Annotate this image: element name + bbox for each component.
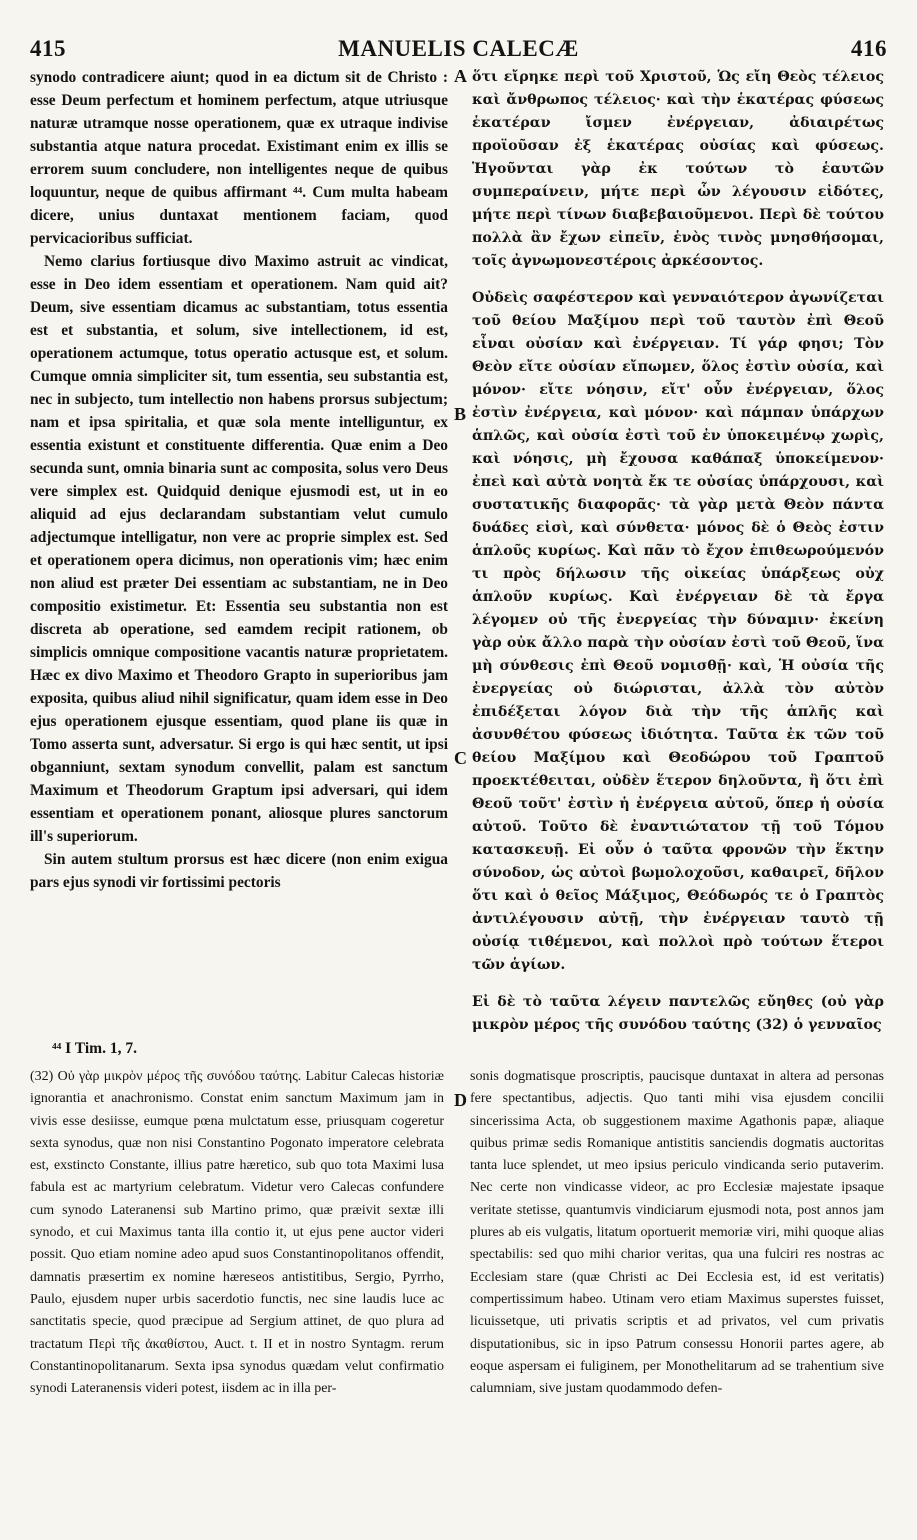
footnote: ⁴⁴ I Tim. 1, 7. (52, 1040, 137, 1057)
latin-paragraph: Nemo clarius fortiusque divo Maximo astruit ac vindicat, esse in Deo idem essentiam et operationem. Nam quid ait? Deum, sive essentiam dicamus ac substantiam, totus essentia est et substantia, et solum, sive intellectionem, id est, operationem actumque, totus operatio actusque est, et solum. Cumque omnia simpliciter sit, tum essentia, seu substantia est, nec in subjecto, tum intellectio non habens prorsus subjectum; nam et ipsa spiritalia, et quæ sola mente intelliguntur, ex essentia existunt et constituente differentia. Quæ enim a Deo secunda sunt, omnia binaria sunt ac composita, solus vero Deus vere simplex est. Quidquid denique ejusmodi est, ut in eo aliquid ad ejus declarandam substantiam velut cumulo adjectumque intelligatur, non vere ac proprie simplex est. Sed et operationem opera dicimus, non operationis vim; hæc enim non aliud est præter Dei essentiam ac substantiam, ne in Deo compositio existimetur. Et: Essentia seu substantia non est discreta ab operatione, sed eamdem recipit rationem, ob simplicis omnique compositione vacantis naturæ proprietatem. Hæc ex divo Maximo et Theodoro Grapto in superioribus jam exposita, quibus aliud nihil significatur, quam idem esse in Deo ejus operationem ejusque essentiam, quod plane iis quæ in Tomo asserta sunt, adversatur. Si ergo is qui hæc sentit, ut ipsi obganniunt, sextam synodum convellit, palam est sanctum Maximum et Theodorum Graptum ipsi adversari, qui idem essentiam et operationem ponant, aliosque plures sanctorum ill's superiorum. (30, 253, 448, 845)
greek-paragraph: Εἰ δὲ τὸ ταῦτα λέγειν παντελῶς εὔηθες (οὐ γὰρ μικρὸν μέρος τῆς συνόδου ταύτης (32) ὁ γενναῖος (472, 994, 884, 1033)
margin-letter-a: A (454, 66, 467, 86)
greek-paragraph: ὅτι εἴρηκε περὶ τοῦ Χριστοῦ, Ὡς εἴη Θεὸς τέλειος καὶ ἄνθρωπος τέλειος· καὶ τὴν ἑκατέρας φύσεως ἑκατέραν ἴσμεν ἐνέργειαν, ἀδιαιρέτως προϊοῦσαν ἐξ ἑκατέρας οὐσίας καὶ φύσεως. Ἡγοῦνται γὰρ ἐκ τούτων τὸ ἑαυτῶν συμπεραίνειν, μήτε περὶ ὧν λέγουσιν εἰδότες, μήτε περὶ τίνων διαβεβαιοῦμενοι. Περὶ δὲ τούτου πολλὰ ἂν ἔχων εἰπεῖν, ἑνὸς τινὸς μνησθήσομαι, τοῖς ἀγνωμονεστέροις ἀρκέσοντος. (472, 69, 884, 269)
editor-note-text: sonis dogmatisque proscriptis, paucisque duntaxat in altera ad personas fere spectantibus, adjectis. Quo tanti mihi visa ejusdem concilii sincerissima Acta, ob suggestionem maxime Agathonis papæ, aliaque quibus primæ sedis Romanique antistitis sanciendis dogmatis auctoritas tanta luce splendet, ut meo ipsius periculo vindicanda serio putaverim. Nec certe non vindicasse videor, ac pro Ecclesiæ majestate ipsaque veritate stetisse, quantumvis vindiciarum ejusmodi nota, post annos jam plures ab eis vulgatis, litatum oportuerit memoriæ viri, mihi quoque alias spectabilis: sed quo mihi charior veritas, qua una fulciri res nostras ac Ecclesiam stare (quæ Christi ac Dei Ecclesia est, id est veritatis) compertissimum habeo. Utinam vero etiam Maximus superstes fuisset, licuissetque, uti privatis scriptis et ad privatos, vel cum privatis disputationibus, sic in ipso Patrum consessu Honorii partes agere, ab eoque aspersam ei fuliginem, per Monothelitarum ad se trahentium sive calumniam, sive justam quodammodo defen- (470, 1069, 884, 1397)
margin-letter-b: B (454, 404, 467, 424)
editor-note-text: (32) Οὐ γὰρ μικρὸν μέρος τῆς συνόδου ταύτης. Labitur Calecas historiæ ignorantia et anachronismo. Constat enim sanctum Maximum jam in vivis esse desiisse, eumque pœna mulctatum esse, priusquam cogeretur sexta synodus, quæ non nisi Constantino Pogonato imperatore celebrata est, exstincto Constante, illius patre hæretico, sub quo tota Maximi lusa fabula est ac martyrium celebratum. Videtur vero Calecas confundere cum synodo Lateranensi sub Martino primo, quæ præivit sextæ illi synodo, et cui Maximus tanta illa contio it, ut ejus pene auctor videri possit. Quo etiam nomine adeo apud suos Constantinopolitanos offendit, damnatis præsertim ex nomine hæreseos antistitibus, Sergio, Pyrrho, Paulo, ejusdem nuper urbis sacerdotio functis, nec sine laudis luce ac sanctitatis specie, quod præcipue ad Sergium attinet, de quo plura ad tractatum Περὶ τῆς ἀκαθίστου, Auct. t. II et in nostro Syntagm. rerum Constantinopolitanarum. Sexta ipsa synodus quædam velut confirmatio synodi Lateranensis videri potest, iisdem ac in illa per- (30, 1069, 444, 1397)
margin-letter-d: D (454, 1090, 467, 1110)
running-header (30, 36, 887, 66)
latin-paragraph: synodo contradicere aiunt; quod in ea dictum sit de Christo : esse Deum perfectum et hominem perfectum, atque utriusque naturæ utramque nosse operationem, quæ ex utraque indivise substantia atque natura procedat. Existimant enim ex illis se errorem suum concludere, non intelligentes neque de quibus loquuntur, neque de quibus affirmant ⁴⁴. Cum multa habeam dicere, unius duntaxat mentionem faciam, quod pervicacioribus sufficiat. (30, 69, 448, 247)
greek-column (472, 66, 884, 1037)
margin-letter-c: C (454, 748, 467, 768)
greek-paragraph: Οὐδεὶς σαφέστερον καὶ γενναιότερον ἀγωνίζεται τοῦ θείου Μαξίμου περὶ τοῦ ταυτὸν ἐπὶ Θεοῦ εἶναι οὐσίαν καὶ ἐνέργειαν. Τί γάρ φησι; Τὸν Θεὸν εἴτε οὐσίαν εἴπωμεν, ὅλος ἐστὶν οὐσία, καὶ μόνον· εἴτε νόησιν, εἴτ' οὖν ἐνέργειαν, ὅλος ἐστὶν ἐνέργεια, καὶ μόνον· καὶ πάμπαν ὑπάρχων ἁπλῶς, καὶ οὐσία ἐστὶ τοῦ ἐν ὑποκειμένῳ χωρὶς, καὶ νόησις, μὴ ἔχουσα καθάπαξ ὑποκείμενον· ἐπεὶ καὶ αὐτὰ νοητὰ ἔκ τε οὐσίας ὑπάρχουσι, καὶ συστατικῆς διαφορᾶς· τὰ γὰρ μετὰ Θεὸν πάντα δυάδες εἰσὶ, καὶ σύνθετα· μόνος δὲ ὁ Θεὸς ἐστιν ἁπλοῦς κυρίως. Καὶ πᾶν τὸ ἔχον ἐπιθεωρούμενόν τι πρὸς δήλωσιν τῆς οἰκείας ὑπάρξεως οὐχ ἁπλοῦν κυρίως. Καὶ ἐνέργειαν δὲ τὰ ἔργα λέγομεν οὐ τῆς ἐνεργείας τὴν δύναμιν· ἐκείνη γὰρ οὐκ ἄλλο παρὰ τὴν οὐσίαν ἐστὶ τοῦ Θεοῦ, ἵνα μὴ σύνθεσις ἐπὶ Θεοῦ νομισθῇ· καὶ, Ἡ οὐσία τῆς ἐνεργείας οὐ διώρισται, ἀλλὰ τὸν αὐτὸν ἐπιδέξεται λόγον διὰ τὴν τῆς ἁπλῆς καὶ ἀσυνθέτου φύσεως ἰδιότητα. Ταῦτα ἐκ τῶν τοῦ θείου Μαξίμου καὶ Θεοδώρου τοῦ Γραπτοῦ προεκτέθειται, οὐδὲν ἕτερον δηλοῦντα, ἢ ὅτι ἐπὶ Θεοῦ τοῦτ' ἐστὶν ἡ ἐνέργεια αὐτοῦ, ὅπερ ἡ οὐσία αὐτοῦ. Τοῦτο δὲ ἐναντιώτατον τῇ τοῦ Τόμου κατασκευῇ. Εἰ οὖν ὁ ταῦτα φρονῶν τὴν ἕκτην σύνοδον, ὡς αὐτοὶ βωμολοχοῦσι, καθαιρεῖ, δῆλον ὅτι καὶ ὁ θεῖος Μάξιμος, Θεόδωρός τε ὁ Γραπτὸς ἀντιλέγουσιν αὐτῇ, τὴν ἐνέργειαν ταυτὸ τῇ οὐσίᾳ τιθέμενοι, καὶ πολλοὶ πρὸ τούτων ἕτεροι τῶν ἁγίων. (472, 290, 884, 973)
latin-paragraph: Sin autem stultum prorsus est hæc dicere (non enim exigua pars ejus synodi vir fortissimi pectoris (30, 851, 448, 891)
left-page-number: 415 (30, 36, 66, 61)
editor-note-right (470, 1066, 884, 1400)
latin-column (30, 66, 448, 894)
right-page-number: 416 (851, 36, 887, 61)
running-title: MANUELIS CALECÆ (338, 36, 579, 61)
editor-note-left (30, 1066, 444, 1400)
